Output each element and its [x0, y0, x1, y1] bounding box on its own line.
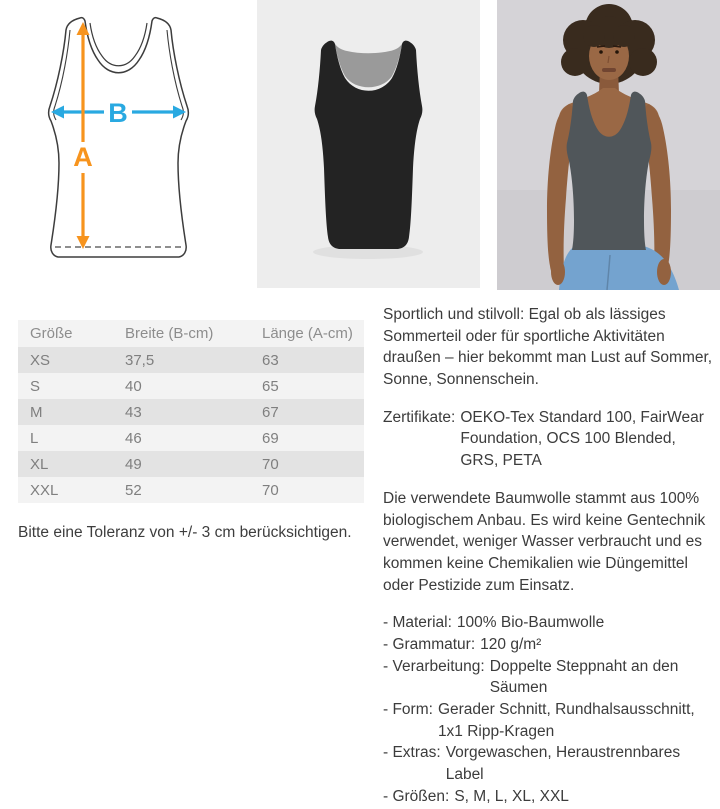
spec-item-material — [383, 612, 713, 634]
certificates-value: OEKO-Tex Standard 100, FairWear Foundation, OCS 100 Blended, GRS, PETA — [460, 408, 704, 470]
spec-label: - Größen: — [383, 787, 450, 805]
laenge-cell: 69 — [250, 425, 364, 451]
product-photo-model[interactable] — [497, 0, 720, 290]
size-cell: XL — [18, 451, 113, 477]
spec-item-form — [383, 699, 713, 742]
description-intro: Sportlich und stilvoll: Egal ob als lässiges Sommerteil oder für sportliche Aktivitäten draußen – hier bekommt man Lust auf Sommer, Sonne, Sonnenschein. — [383, 306, 713, 389]
spec-list — [383, 612, 713, 807]
certificates-label: Zertifikate: — [383, 408, 456, 426]
model-left-hand — [551, 259, 565, 285]
table-row — [18, 399, 364, 425]
laenge-cell: 67 — [250, 399, 364, 425]
size-cell: L — [18, 425, 113, 451]
table-row — [18, 347, 364, 373]
table-row — [18, 425, 364, 451]
measure-label-a: A — [73, 142, 93, 172]
spec-value: Doppelte Steppnaht an den Säumen — [489, 657, 679, 697]
col-header-groesse: Größe — [18, 320, 113, 347]
laenge-cell: 65 — [250, 373, 364, 399]
spec-item-groessen — [383, 786, 713, 808]
table-row — [18, 373, 364, 399]
size-cell: XXL — [18, 477, 113, 503]
tank-top-outline — [49, 18, 189, 257]
description-cotton: Die verwendete Baumwolle stammt aus 100% biologischem Anbau. Es wird keine Gentechnik verwendet, weniger Wasser verbraucht und es kommen keine Chemikalien wie Düngemittel oder Pestizide zum Einsatz. — [383, 489, 706, 594]
size-table — [18, 320, 364, 503]
size-cell: M — [18, 399, 113, 425]
breite-cell: 37,5 — [113, 347, 250, 373]
breite-cell: 52 — [113, 477, 250, 503]
spec-value: S, M, L, XL, XXL — [454, 787, 569, 805]
col-header-breite: Breite (B-cm) — [113, 320, 250, 347]
product-description — [383, 304, 713, 807]
spec-value: 120 g/m² — [480, 635, 542, 653]
spec-label: - Grammatur: — [383, 635, 476, 653]
spec-label: - Extras: — [383, 744, 441, 762]
breite-cell: 40 — [113, 373, 250, 399]
collar-rib-line — [90, 23, 147, 66]
size-diagram-illustration[interactable] — [0, 0, 240, 290]
spec-value: Gerader Schnitt, Rundhalsausschnitt, 1x1 Ripp-Kragen — [437, 701, 695, 740]
breite-cell: 43 — [113, 399, 250, 425]
size-table-block — [18, 320, 364, 503]
laenge-cell: 70 — [250, 451, 364, 477]
spec-value: Vorgewaschen, Heraustrennbares Label — [445, 744, 681, 784]
size-cell: S — [18, 373, 113, 399]
spec-item-grammatur — [383, 634, 713, 656]
model-right-hand — [657, 259, 671, 285]
col-header-laenge: Länge (A-cm) — [250, 320, 364, 347]
laenge-cell: 70 — [250, 477, 364, 503]
table-row — [18, 477, 364, 503]
size-cell: XS — [18, 347, 113, 373]
laenge-cell: 63 — [250, 347, 364, 373]
product-photo-black[interactable] — [257, 0, 480, 288]
tolerance-note: Bitte eine Toleranz von +/- 3 cm berücksichtigen. — [18, 524, 352, 541]
measure-label-b: B — [108, 98, 128, 128]
table-header-row — [18, 320, 364, 347]
breite-cell: 46 — [113, 425, 250, 451]
breite-cell: 49 — [113, 451, 250, 477]
certificates-line — [383, 407, 713, 472]
spec-value: 100% Bio-Baumwolle — [456, 614, 605, 632]
spec-label: - Form: — [383, 701, 433, 718]
spec-label: - Material: — [383, 614, 452, 632]
table-row — [18, 451, 364, 477]
spec-item-verarbeitung — [383, 656, 713, 699]
spec-label: - Verarbeitung: — [383, 657, 485, 675]
spec-item-extras — [383, 742, 713, 785]
